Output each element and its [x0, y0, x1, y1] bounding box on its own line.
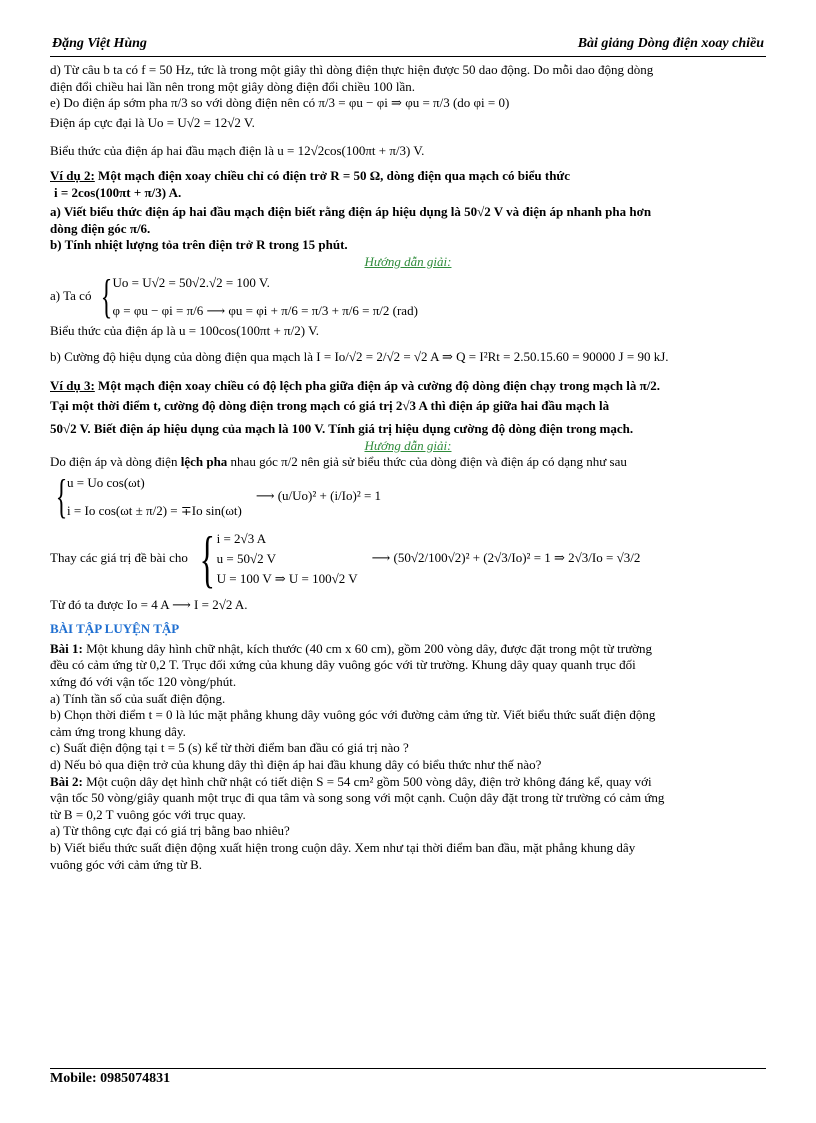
question-text: dòng điện góc π/6. [50, 220, 151, 236]
page-footer [50, 1068, 766, 1087]
example-3-question [50, 378, 766, 395]
text-span: Một khung dây hình chữ nhật, kích thước (40 cm x 60 cm), gồm 200 vòng dây, được đặt trong một từ trường [82, 640, 653, 656]
system-lines [67, 473, 242, 521]
question-text: 50√2 V. Biết điện áp hiệu dụng của mạch là 100 V. Tính giá trị hiệu dụng cường độ dòng điện trong mạch. [50, 420, 634, 436]
text-line: b) Chọn thời điểm t = 0 là lúc mặt phẳng khung dây vuông góc với đường cảm ứng từ. Viết biểu thức suất điện động [50, 707, 656, 723]
equation-result: ⟶ (u/Uo)² + (i/Io)² = 1 [255, 488, 382, 504]
text-line: xứng đó với vận tốc 120 vòng/phút. [50, 674, 237, 690]
question-text: Tại một thời điểm t, cường độ dòng điện trong mạch có giá trị 2√3 A thì điện áp giữa hai đầu mạch là [50, 398, 610, 414]
text-line: a) Từ thông cực đại có giá trị bằng bao nhiêu? [50, 823, 290, 839]
text-line: Biểu thức của điện áp là u = 100cos(100πt + π/2) V. [50, 322, 320, 338]
system-prefix: a) Ta có [50, 288, 92, 304]
system-lines [217, 529, 358, 589]
text-line: Điện áp cực đại là Uo = U√2 = 12√2 V. [50, 114, 255, 130]
equation-line: U = 100 V ⇒ U = 100√2 V [216, 570, 358, 586]
solution-heading: Hướng dẫn giải: [364, 253, 452, 269]
equation-system [50, 269, 766, 323]
example-label: Ví dụ 2: [50, 167, 95, 183]
text-line: Biểu thức của điện áp hai đầu mạch điện là u = 12√2cos(100πt + π/3) V. [50, 143, 425, 159]
text-line: điện đổi chiều hai lần nên trong một giây dòng điện đổi chiều 100 lần. [50, 78, 416, 94]
document-body [50, 62, 766, 873]
page-header [50, 36, 766, 57]
text-span: nhau góc π/2 nên giả sử biểu thức của dòng điện và điện áp có dạng như sau [227, 454, 627, 470]
text-span-bold: lệch pha [180, 454, 228, 470]
text-line: d) Từ câu b ta có f = 50 Hz, tức là trong một giây thì dòng điện thực hiện được 50 dao động. Do mỗi dao động dòng [50, 62, 654, 77]
equation-line: u = Uo cos(ωt) [67, 474, 145, 490]
exercise-1 [50, 641, 766, 658]
text-line: vuông góc với cảm ứng từ B. [50, 856, 203, 872]
solution-heading: Hướng dẫn giải: [364, 437, 452, 453]
text-line: từ B = 0,2 T vuông góc với trục quay. [50, 806, 246, 822]
text-line: cảm ứng trong khung dây. [50, 723, 186, 739]
text-line: vận tốc 50 vòng/giây quanh một trục đi qua tâm và song song với một cạnh. Cuộn dây đặt trong từ trường có cảm ứng [50, 790, 665, 806]
text-span: Do điện áp và dòng điện [50, 454, 181, 470]
brace-symbol: { [55, 469, 68, 523]
exercise-label: Bài 1: [50, 640, 83, 656]
section-heading: BÀI TẬP LUYỆN TẬP [50, 621, 180, 637]
footer-mobile: Mobile: 0985074831 [50, 1071, 171, 1086]
equation-result: ⟶ (50√2/100√2)² + (2√3/Io)² = 1 ⇒ 2√3/Io = √3/2 [371, 550, 641, 566]
brace-symbol: { [199, 522, 215, 594]
equation-line: i = Io cos(ωt ± π/2) = ∓Io sin(ωt) [67, 502, 242, 518]
equation-system [50, 469, 766, 523]
text-line: b) Cường độ hiệu dụng của dòng điện qua mạch là I = Io/√2 = 2/√2 = √2 A ⇒ Q = I²Rt = 2.50.15.60 = 90000 J = 90 kJ. [50, 349, 669, 365]
text-line [50, 454, 766, 471]
equation-line: i = 2√3 A [216, 530, 267, 546]
text-line: e) Do điện áp sớm pha π/3 so với dòng điện nên có π/3 = φu − φi ⇒ φu = π/3 (do φi = 0) [50, 95, 510, 111]
text-line: c) Suất điện động tại t = 5 (s) kể từ thời điểm ban đầu có giá trị nào ? [50, 740, 409, 756]
text-line: Từ đó ta được Io = 4 A ⟶ I = 2√2 A. [50, 596, 248, 612]
header-author: Đặng Việt Hùng [52, 36, 147, 51]
header-title: Bài giảng Dòng điện xoay chiều [577, 36, 764, 51]
exercise-2 [50, 774, 766, 791]
text-line: d) Nếu bỏ qua điện trở của khung dây thì điện áp hai đầu khung dây có biểu thức như thế nào? [50, 757, 542, 773]
system-prefix: Thay các giá trị đề bài cho [50, 550, 188, 566]
question-text: i = 2cos(100πt + π/3) A. [54, 184, 182, 200]
question-text: Một mạch điện xoay chiều có độ lệch pha giữa điện áp và cường độ dòng điện chạy trong mạch là π/2. [94, 377, 661, 393]
text-line: đều có cảm ứng từ 0,2 T. Trục đối xứng của khung dây vuông góc với từ trường. Khung dây quay quanh trục đối [50, 657, 636, 673]
equation-line: φ = φu − φi = π/6 ⟶ φu = φi + π/6 = π/3 + π/6 = π/2 (rad) [112, 302, 418, 318]
example-2-question [50, 168, 766, 185]
question-text: Một mạch điện xoay chiều chỉ có điện trở R = 50 Ω, dòng điện qua mạch có biểu thức [94, 167, 570, 183]
text-line: b) Viết biểu thức suất điện động xuất hiện trong cuộn dây. Xem như tại thời điểm ban đầu, mặt phẳng khung dây [50, 840, 636, 855]
system-lines [112, 273, 417, 321]
exercise-label: Bài 2: [50, 773, 83, 789]
question-text: b) Tính nhiệt lượng tỏa trên điện trở R trong 15 phút. [50, 237, 348, 253]
equation-line: u = 50√2 V [216, 550, 276, 566]
brace-symbol: { [101, 269, 113, 323]
example-label: Ví dụ 3: [50, 377, 95, 393]
text-span: Một cuộn dây dẹt hình chữ nhật có tiết diện S = 54 cm² gồm 500 vòng dây, điện trở không đáng kể, quay với [82, 773, 652, 789]
text-line: a) Tính tần số của suất điện động. [50, 690, 226, 706]
question-text: a) Viết biểu thức điện áp hai đầu mạch điện biết rằng điện áp hiệu dụng là 50√2 V và điện áp nhanh pha hơn [50, 204, 652, 220]
equation-system [50, 522, 766, 594]
equation-line: Uo = U√2 = 50√2.√2 = 100 V. [112, 274, 270, 290]
